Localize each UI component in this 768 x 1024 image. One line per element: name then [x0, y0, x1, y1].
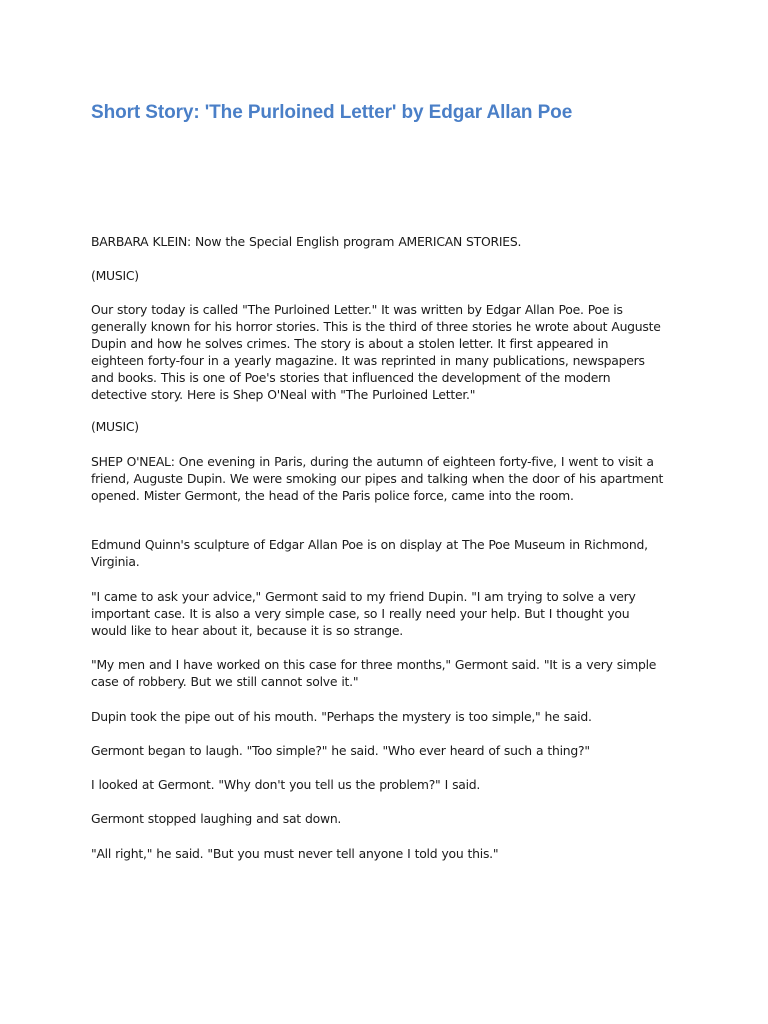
- paragraph-germont-case: [91, 656, 691, 690]
- paragraph-shep-oneal-opening: [91, 453, 691, 504]
- paragraph-line: Dupin took the pipe out of his mouth. "Perhaps the mystery is too simple," he said.: [91, 709, 592, 724]
- paragraph-germont-advice: [91, 588, 691, 639]
- paragraph-line: case of robbery. But we still cannot solve it.": [91, 674, 359, 689]
- paragraph-line: Edmund Quinn's sculpture of Edgar Allan Poe is on display at The Poe Museum in Richmond,: [91, 537, 648, 552]
- paragraph-line: opened. Mister Germont, the head of the Paris police force, came into the room.: [91, 488, 574, 503]
- paragraph-line: Dupin and how he solves crimes. The story is about a stolen letter. It first appeared in: [91, 336, 609, 351]
- paragraph-story-introduction: [91, 301, 691, 403]
- paragraph-line: "I came to ask your advice," Germont said to my friend Dupin. "I am trying to solve a very: [91, 589, 636, 604]
- paragraph-line: would like to hear about it, because it is so strange.: [91, 623, 403, 638]
- paragraph-music-cue: [91, 267, 691, 284]
- paragraph-line: "My men and I have worked on this case for three months," Germont said. "It is a very simple: [91, 657, 657, 672]
- paragraph-dupin-pipe: [91, 708, 691, 725]
- paragraph-barbara-klein-intro: [91, 233, 691, 250]
- paragraph-line: Virginia.: [91, 554, 140, 569]
- image-caption: [91, 536, 691, 570]
- paragraph-line: Germont stopped laughing and sat down.: [91, 811, 342, 826]
- paragraph-line: SHEP O'NEAL: One evening in Paris, during the autumn of eighteen forty-five, I went to visit a: [91, 454, 654, 469]
- paragraph-line: (MUSIC): [91, 268, 139, 283]
- paragraph-line: friend, Auguste Dupin. We were smoking our pipes and talking when the door of his apartment: [91, 471, 664, 486]
- paragraph-line: Germont began to laugh. "Too simple?" he said. "Who ever heard of such a thing?": [91, 743, 590, 758]
- paragraph-narrator-question: [91, 776, 691, 793]
- paragraph-line: I looked at Germont. "Why don't you tell us the problem?" I said.: [91, 777, 481, 792]
- paragraph-line: "All right," he said. "But you must never tell anyone I told you this.": [91, 846, 499, 861]
- paragraph-music-cue: [91, 418, 691, 435]
- paragraph-germont-laugh: [91, 742, 691, 759]
- paragraph-line: Our story today is called "The Purloined Letter." It was written by Edgar Allan Poe. Poe is: [91, 302, 623, 317]
- paragraph-line: and books. This is one of Poe's stories that influenced the development of the modern: [91, 370, 611, 385]
- paragraph-line: eighteen forty-four in a yearly magazine. It was reprinted in many publications, newspapers: [91, 353, 645, 368]
- paragraph-line: detective story. Here is Shep O'Neal with "The Purloined Letter.": [91, 387, 476, 402]
- paragraph-line: important case. It is also a very simple case, so I really need your help. But I thought you: [91, 606, 630, 621]
- paragraph-line: (MUSIC): [91, 419, 139, 434]
- document-title: Short Story: 'The Purloined Letter' by Edgar Allan Poe: [91, 102, 573, 123]
- paragraph-germont-sits: [91, 810, 691, 827]
- paragraph-germont-secret: [91, 845, 691, 862]
- paragraph-line: BARBARA KLEIN: Now the Special English program AMERICAN STORIES.: [91, 234, 522, 249]
- paragraph-line: generally known for his horror stories. This is the third of three stories he wrote about Auguste: [91, 319, 661, 334]
